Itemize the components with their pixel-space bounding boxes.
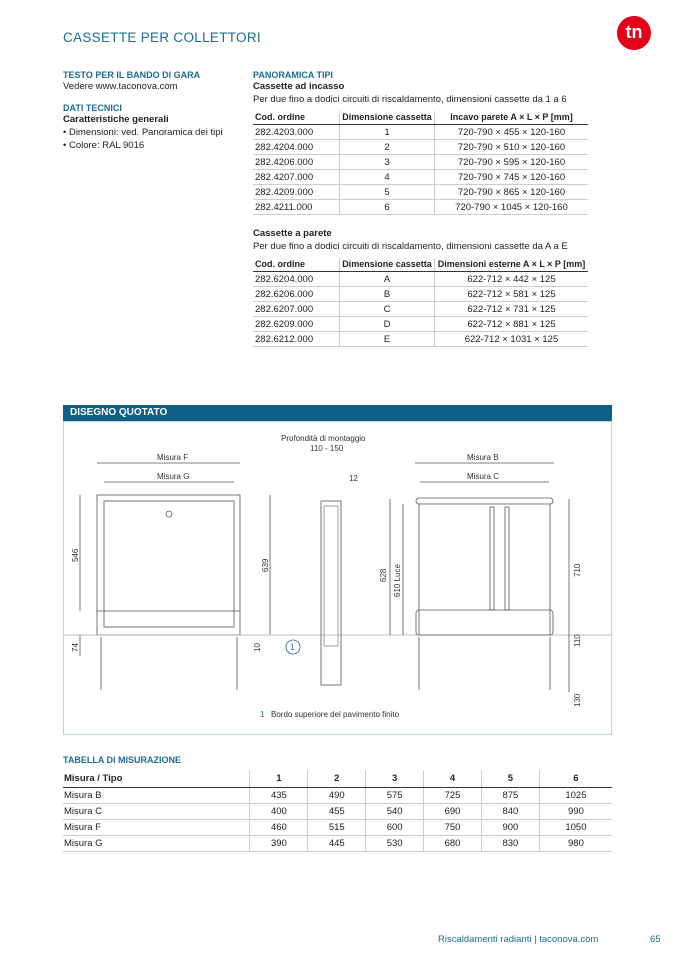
profondita-label: Profondità di montaggio <box>281 434 366 443</box>
table-cell: 400 <box>250 804 308 820</box>
table-cell: 282.6204.000 <box>253 272 340 287</box>
dim-130: 130 <box>573 693 582 707</box>
table-cell: 540 <box>366 804 424 820</box>
misurazione-table <box>63 770 612 852</box>
disegno-heading: DISEGNO QUOTATO <box>63 405 612 421</box>
table-cell: Misura C <box>63 804 250 820</box>
legend-text: Bordo superiore del pavimento finito <box>271 710 400 719</box>
incasso-desc: Per due fino a dodici circuiti di riscaldamento, dimensioni cassette da 1 a 6 <box>253 94 567 105</box>
parete-desc: Per due fino a dodici circuiti di riscaldamento, dimensioni cassette da A a E <box>253 241 568 252</box>
table-row <box>253 125 588 140</box>
page-number: 65 <box>650 934 661 945</box>
table-row <box>253 287 588 302</box>
table-row <box>63 820 612 836</box>
misura-b-label: Misura B <box>467 453 499 462</box>
table-cell: 460 <box>250 820 308 836</box>
table-row <box>253 170 588 185</box>
col-header: 4 <box>424 770 482 788</box>
parete-table <box>253 258 588 347</box>
table-cell: 622-712 × 881 × 125 <box>435 317 589 332</box>
dim-12: 12 <box>349 474 358 483</box>
col-header: Dimensione cassetta <box>340 111 435 125</box>
table-cell: 720-790 × 455 × 120-160 <box>435 125 589 140</box>
table-cell: 875 <box>481 788 539 804</box>
table-cell: 622-712 × 442 × 125 <box>435 272 589 287</box>
panoramica-section <box>253 70 593 347</box>
table-cell: 720-790 × 745 × 120-160 <box>435 170 589 185</box>
table-cell: 622-712 × 731 × 125 <box>435 302 589 317</box>
col-header: Cod. ordine <box>253 111 340 125</box>
table-cell: 4 <box>340 170 435 185</box>
table-cell: C <box>340 302 435 317</box>
table-cell: 282.4203.000 <box>253 125 340 140</box>
table-row <box>63 836 612 852</box>
table-row <box>253 317 588 332</box>
col-header: 6 <box>539 770 612 788</box>
table-cell: 830 <box>481 836 539 852</box>
dim-546: 546 <box>71 548 80 562</box>
bando-heading: TESTO PER IL BANDO DI GARA <box>63 70 201 80</box>
table-cell: 282.6207.000 <box>253 302 340 317</box>
parete-title: Cassette a parete <box>253 228 332 239</box>
table-cell: 622-712 × 581 × 125 <box>435 287 589 302</box>
col-header: 5 <box>481 770 539 788</box>
table-cell: 575 <box>366 788 424 804</box>
dim-628: 628 <box>379 568 388 582</box>
table-cell: 900 <box>481 820 539 836</box>
table-cell: 6 <box>340 200 435 215</box>
table-cell: 690 <box>424 804 482 820</box>
col-header: 1 <box>250 770 308 788</box>
dati-item: • Dimensioni: ved. Panoramica dei tipi <box>63 127 223 138</box>
table-row <box>253 155 588 170</box>
table-cell: 1025 <box>539 788 612 804</box>
dati-item: • Colore: RAL 9016 <box>63 140 145 151</box>
table-cell: 2 <box>340 140 435 155</box>
table-row <box>253 200 588 215</box>
dati-heading: DATI TECNICI <box>63 103 122 113</box>
taconova-logo: tn <box>617 16 651 50</box>
left-column <box>63 70 243 152</box>
dim-710: 710 <box>573 563 582 577</box>
dim-110: 110 <box>573 634 582 647</box>
dimension-drawing <box>63 421 612 735</box>
table-cell: 750 <box>424 820 482 836</box>
col-header: 2 <box>308 770 366 788</box>
table-cell: D <box>340 317 435 332</box>
table-cell: 5 <box>340 185 435 200</box>
incasso-title: Cassette ad incasso <box>253 81 345 92</box>
table-cell: 455 <box>308 804 366 820</box>
dim-610: 610 Luce <box>393 564 402 597</box>
page-title: CASSETTE PER COLLETTORI <box>63 30 261 45</box>
table-cell: 282.6206.000 <box>253 287 340 302</box>
table-row <box>253 185 588 200</box>
misurazione-heading: TABELLA DI MISURAZIONE <box>63 755 181 765</box>
footer-text: Riscaldamenti radianti | taconova.com <box>438 934 599 945</box>
table-cell: 720-790 × 595 × 120-160 <box>435 155 589 170</box>
table-cell: 680 <box>424 836 482 852</box>
dati-subheading: Caratteristiche generali <box>63 114 169 125</box>
table-cell: 282.4211.000 <box>253 200 340 215</box>
table-cell: 1050 <box>539 820 612 836</box>
table-cell: A <box>340 272 435 287</box>
legend-number: 1 <box>260 710 265 719</box>
table-row <box>253 332 588 347</box>
dim-74: 74 <box>71 643 80 652</box>
table-cell: 530 <box>366 836 424 852</box>
table-row <box>253 302 588 317</box>
table-cell: 600 <box>366 820 424 836</box>
table-cell: 282.4209.000 <box>253 185 340 200</box>
col-header: Cod. ordine <box>253 258 340 272</box>
table-cell: 622-712 × 1031 × 125 <box>435 332 589 347</box>
table-cell: 282.6212.000 <box>253 332 340 347</box>
table-cell: Misura G <box>63 836 250 852</box>
table-cell: 490 <box>308 788 366 804</box>
panoramica-heading: PANORAMICA TIPI <box>253 70 333 80</box>
table-cell: 3 <box>340 155 435 170</box>
table-cell: 980 <box>539 836 612 852</box>
table-cell: 725 <box>424 788 482 804</box>
table-cell: 282.4206.000 <box>253 155 340 170</box>
bando-text: Vedere www.taconova.com <box>63 81 178 92</box>
table-cell: 282.4207.000 <box>253 170 340 185</box>
table-cell: E <box>340 332 435 347</box>
table-cell: Misura F <box>63 820 250 836</box>
dim-10: 10 <box>253 643 262 652</box>
profondita-range: 110 - 150 <box>310 444 344 453</box>
table-cell: B <box>340 287 435 302</box>
table-row <box>63 788 612 804</box>
table-row <box>253 140 588 155</box>
misura-g-label: Misura G <box>157 472 190 481</box>
table-cell: 1 <box>340 125 435 140</box>
table-cell: 720-790 × 1045 × 120-160 <box>435 200 589 215</box>
table-cell: 282.4204.000 <box>253 140 340 155</box>
col-header: Misura / Tipo <box>63 770 250 788</box>
table-cell: 720-790 × 510 × 120-160 <box>435 140 589 155</box>
misura-c-label: Misura C <box>467 472 500 481</box>
col-header: Dimensione cassetta <box>340 258 435 272</box>
table-cell: 390 <box>250 836 308 852</box>
dim-639: 639 <box>261 558 270 572</box>
table-row <box>63 804 612 820</box>
incasso-table <box>253 111 588 215</box>
col-header: 3 <box>366 770 424 788</box>
table-cell: Misura B <box>63 788 250 804</box>
table-cell: 990 <box>539 804 612 820</box>
table-row <box>253 272 588 287</box>
misura-f-label: Misura F <box>157 453 189 462</box>
table-cell: 515 <box>308 820 366 836</box>
col-header: Dimensioni esterne A × L × P [mm] <box>435 258 589 272</box>
floor-marker: 1 <box>290 643 295 652</box>
table-cell: 282.6209.000 <box>253 317 340 332</box>
col-header: Incavo parete A × L × P [mm] <box>435 111 589 125</box>
table-cell: 840 <box>481 804 539 820</box>
table-cell: 445 <box>308 836 366 852</box>
table-cell: 720-790 × 865 × 120-160 <box>435 185 589 200</box>
table-cell: 435 <box>250 788 308 804</box>
